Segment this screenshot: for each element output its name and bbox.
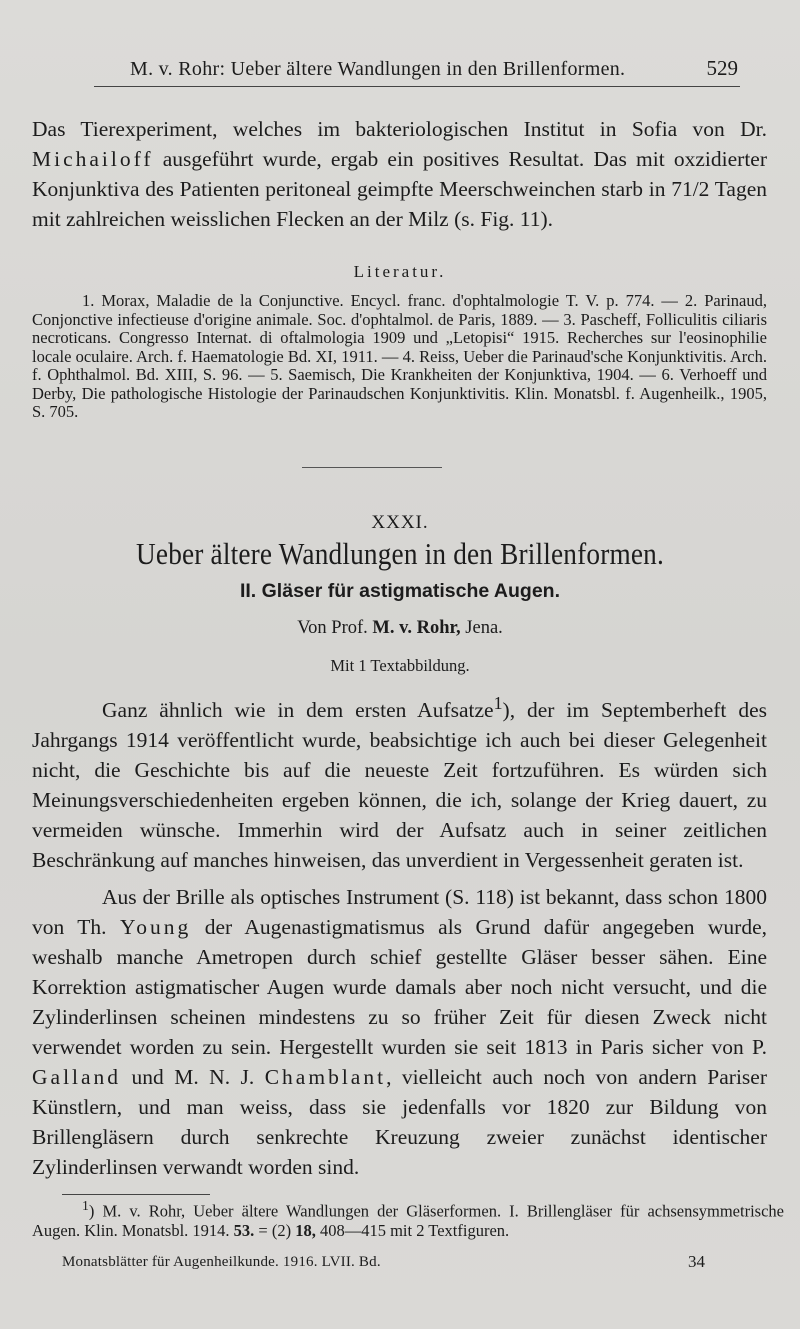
paragraph-1-part-2: ), der im Septemberheft des Jahrgangs 1914 veröffentlicht wurde, beabsichtige ich auch bei dieser Gelegenheit nicht, die Geschichte bis auf die neueste Zeit fortzuführen. Es würden sich Meinungsverschiedenheiten ergeben können, die ich, solange der Krieg dauert, zu vermeiden wünsche. Immerhin wird der Aufsatz auch in seiner zeitlichen Beschränkung auf manches hinweisen, das unverdient in Vergessenheit geraten ist. — [32, 698, 767, 873]
byline-author: M. v. Rohr, — [372, 618, 461, 638]
signature-mark: 34 — [688, 1252, 705, 1271]
literature-references: 1. Morax, Maladie de la Conjunctive. Encycl. franc. d'ophtalmologie T. V. p. 774. — 2. Parinaud, Conjonctive infectieuse d'origine animale. Soc. d'ophtalmol. de Paris, 1889. — 3. Pascheff, Folliculitis ciliaris necroticans. Congresso Internat. di oftalmologia 1909 und „Letopisi“ 1915. Recherches sur l'eosinophilie locale oculaire. Arch. f. Haematologie Bd. XI, 1911. — 4. Reiss, Ueber die Parinaud'sche Konjunktivitis. Arch. f. Ophthalmol. Bd. XIII, S. 96. — 5. Saemisch, Die Krankheiten der Konjunktiva, 1904. — 6. Verhoeff und Derby, Die pathologische Histologie der Parinaudschen Konjunktivitis. Klin. Monatsbl. f. Augenheilk., 1905, S. 705. — [32, 291, 767, 421]
byline-suffix: Jena. — [460, 618, 503, 638]
author-name-michailoff: Michailoff — [32, 147, 154, 171]
author-name-galland: Galland — [32, 1065, 122, 1089]
footnote-rule — [62, 1194, 210, 1195]
footnote-volume: 53. — [233, 1220, 255, 1240]
intro-part-1: Das Tierexperiment, welches im bakteriologischen Institut in Sofia von Dr. — [32, 117, 767, 141]
footnote — [32, 1196, 784, 1240]
figure-note: Mit 1 Textabbildung. — [330, 656, 470, 675]
intro-paragraph — [32, 114, 767, 234]
footnote-part-3: 408—415 mit 2 Textfiguren. — [315, 1220, 510, 1240]
footnote-mark: 1 — [82, 1198, 89, 1213]
article-subtitle: II. Gläser für astigmatische Augen. — [239, 580, 561, 602]
author-name-chamblant: Chamblant — [264, 1065, 387, 1089]
intro-text — [32, 114, 767, 234]
footnote-part-2: = (2) — [254, 1220, 296, 1240]
literature-heading: Literatur. — [353, 262, 447, 281]
footnote-part-1: ) M. v. Rohr, Ueber ältere Wandlungen der Gläserformen. I. Brillengläser für achsensymmetrische Augen. Klin. Monatsbl. 1914. — [32, 1201, 784, 1240]
page-number: 529 — [706, 56, 738, 80]
paragraph-1-part-1: Ganz ähnlich wie in dem ersten Aufsatze — [102, 698, 494, 723]
paragraph-2-part-4: , vielleicht auch noch von andern Pariser Künstlern, und man weiss, dass sie jedenfalls vor 1820 zur Bildung von Brillengläsern durch senkrechte Kreuzung zweier zunächst identischer Zylinderlinsen verwandt worden sind. — [32, 1065, 767, 1179]
byline — [0, 618, 800, 639]
footnote-issue: 18, — [295, 1220, 316, 1240]
paragraph-2-part-1: Aus der Brille als optisches Instrument (S. 118) ist bekannt, dass schon 1800 von Th. — [32, 885, 767, 939]
fraction: 1/2 — [681, 177, 710, 201]
header-rule — [94, 86, 740, 87]
author-name-young: Young — [119, 915, 192, 939]
paragraph-1 — [32, 688, 767, 875]
journal-line: Monatsblätter für Augenheilkunde. 1916. LVII. Bd. — [62, 1254, 381, 1270]
byline-prefix: Von Prof. — [297, 618, 373, 638]
article-title: Ueber ältere Wandlungen in den Brillenformen. — [136, 536, 664, 571]
running-head: M. v. Rohr: Ueber ältere Wandlungen in den Brillenformen. — [130, 58, 626, 80]
paragraph-2-text — [32, 882, 767, 1182]
intro-part-3: Tagen mit zahlreichen weisslichen Flecken an der Milz (s. Fig. 11). — [32, 177, 767, 231]
paragraph-1-text — [32, 688, 767, 875]
footnote-reference: 1 — [493, 693, 503, 713]
paragraph-2-part-3: und M. N. J. — [121, 1065, 265, 1089]
chapter-number: XXXI. — [371, 512, 429, 533]
section-separator — [302, 467, 442, 468]
paragraph-2 — [32, 882, 767, 1182]
intro-part-2: ausgeführt wurde, ergab ein positives Resultat. Das mit oxzidierter Konjunktiva des Patienten peritoneal geimpfte Meerschweinchen starb in 7 — [32, 147, 767, 201]
paragraph-2-part-2: der Augenastigmatismus als Grund dafür angegeben wurde, weshalb manche Ametropen durch schief gestellte Gläser besser sähen. Eine Korrektion astigmatischer Augen wurde damals aber noch nicht versucht, und die Zylinderlinsen scheinen mindestens zu so früher Zeit für diesen Zweck nicht verwendet worden zu sein. Hergestellt wurden sie seit 1813 in Paris sicher von P. — [32, 915, 767, 1059]
